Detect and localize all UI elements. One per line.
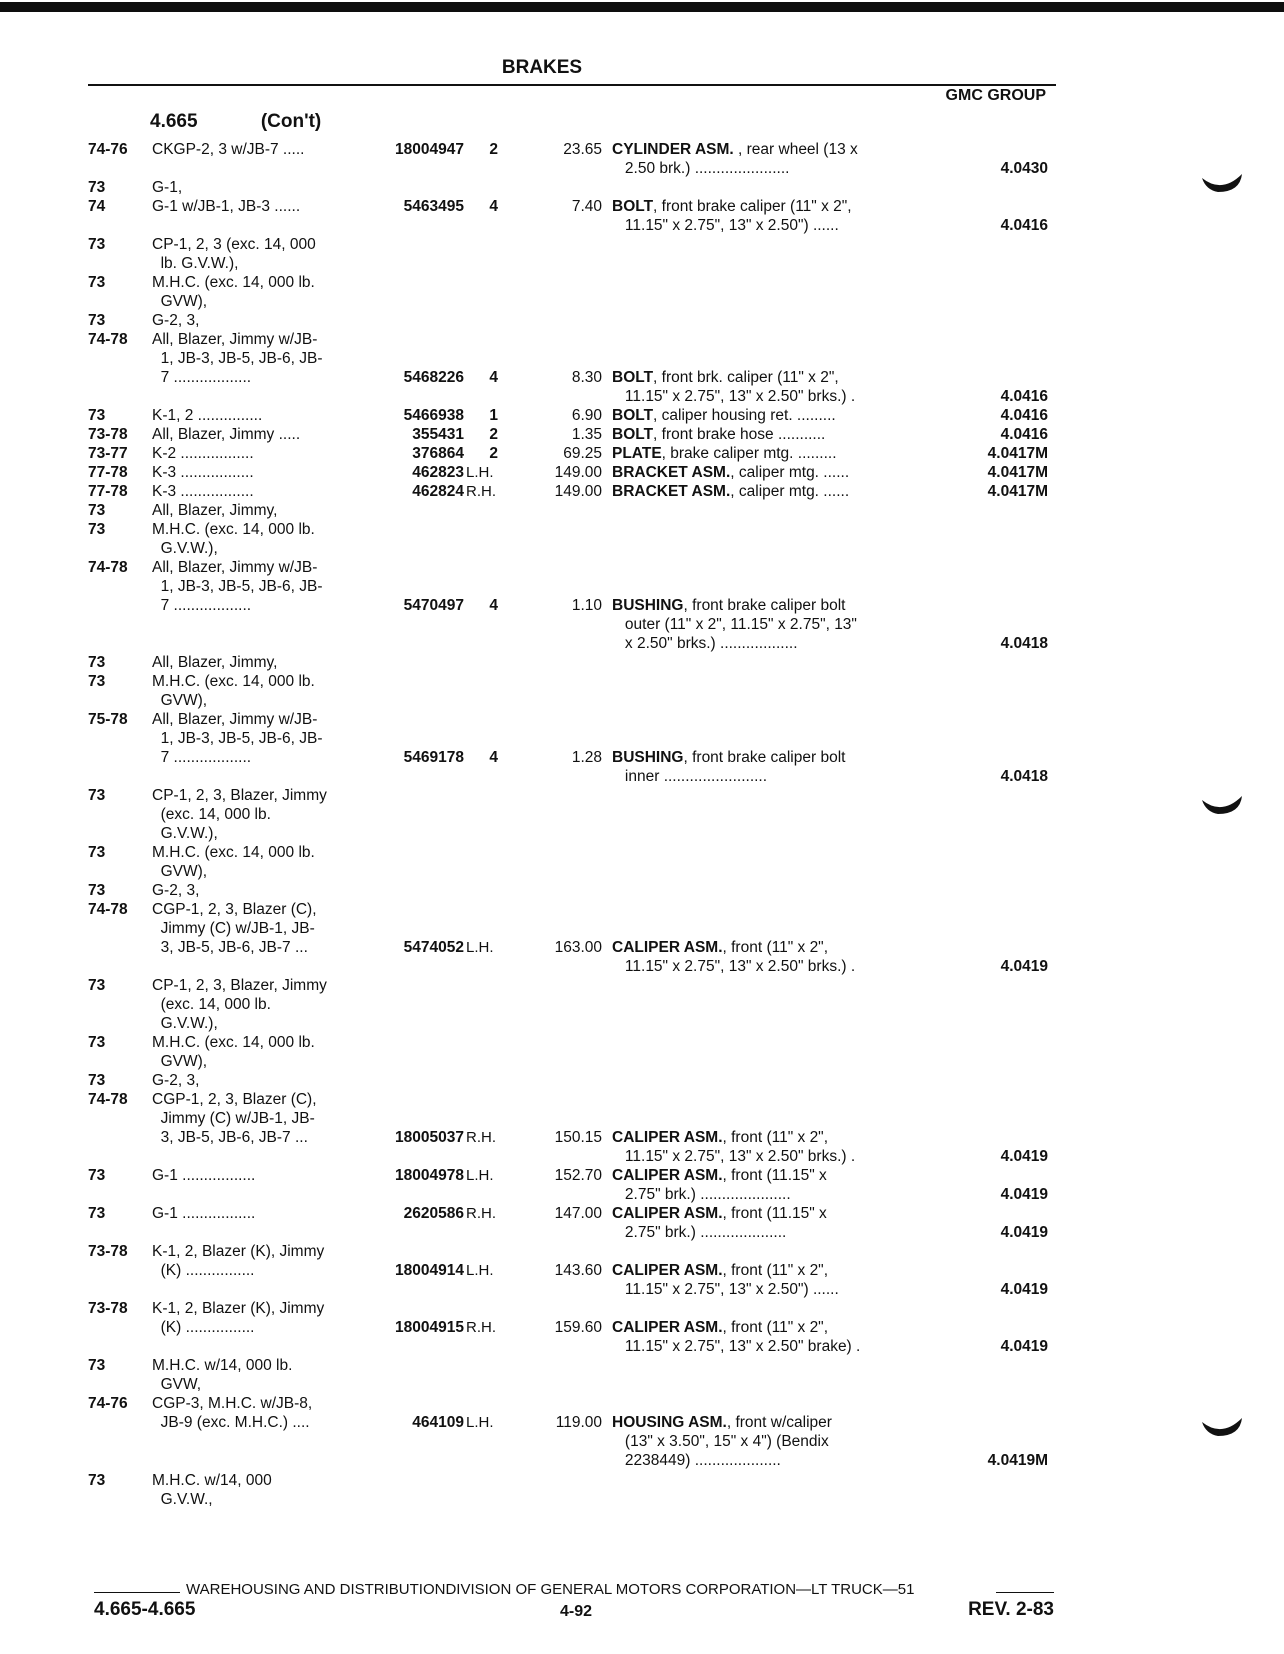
application-line: CP-1, 2, 3 (exc. 14, 000	[152, 236, 316, 253]
application-line: (exc. 14, 000 lb.	[152, 806, 271, 823]
application-line: GVW),	[152, 293, 208, 310]
section-heading	[150, 112, 321, 131]
quantity: 4	[489, 597, 498, 614]
model-year: 74-78	[88, 331, 128, 348]
part-number: 376864	[412, 445, 464, 462]
list-price: 150.15	[554, 1129, 602, 1146]
part-number: 18004947	[395, 141, 464, 158]
application-line: 1, JB-3, JB-5, JB-6, JB-	[152, 730, 323, 747]
application-line: G-2, 3,	[152, 312, 200, 329]
description-line: 11.15" x 2.75", 13" x 2.50" brks.) .	[612, 1148, 856, 1165]
model-year: 73-78	[88, 1300, 128, 1317]
quantity: 4	[489, 369, 498, 386]
application-line: M.H.C. w/14, 000	[152, 1472, 272, 1489]
application-line: 7 ..................	[152, 749, 252, 766]
part-number: 18004914	[395, 1262, 464, 1279]
application-line: Jimmy (C) w/JB-1, JB-	[152, 1110, 315, 1127]
application-line: Jimmy (C) w/JB-1, JB-	[152, 920, 315, 937]
model-year: 73	[88, 882, 106, 899]
quantity: 2	[489, 141, 498, 158]
description-line: BOLT, front brake caliper (11" x 2",	[612, 198, 852, 215]
description-line: BOLT, caliper housing ret. .........	[612, 407, 836, 424]
application-line: All, Blazer, Jimmy .....	[152, 426, 301, 443]
part-description	[612, 1318, 936, 1356]
application-text	[152, 786, 374, 843]
list-price: 6.90	[571, 407, 602, 424]
part-number: 18004915	[395, 1319, 464, 1336]
part-description	[612, 938, 936, 976]
model-year: 73	[88, 1205, 106, 1222]
description-line: inner ........................	[612, 768, 768, 785]
model-year: 73	[88, 1072, 106, 1089]
side-indicator: R.H.	[466, 1129, 496, 1146]
list-price: 159.60	[554, 1319, 602, 1336]
list-price: 143.60	[554, 1262, 602, 1279]
side-indicator: R.H.	[466, 483, 496, 500]
application-text	[152, 235, 374, 273]
application-line: All, Blazer, Jimmy,	[152, 654, 278, 671]
application-text	[152, 520, 374, 558]
application-line: K-3 .................	[152, 464, 254, 481]
application-line: GVW),	[152, 863, 208, 880]
application-line: (K) ................	[152, 1262, 255, 1279]
side-indicator: R.H.	[466, 1319, 496, 1336]
group-number: 4.0417M	[987, 445, 1048, 462]
model-year: 73	[88, 673, 106, 690]
description-line: 2.75" brk.) ....................	[612, 1224, 787, 1241]
application-line: M.H.C. (exc. 14, 000 lb.	[152, 274, 315, 291]
application-text	[152, 672, 374, 710]
part-description	[612, 1128, 936, 1166]
group-number: 4.0416	[1000, 426, 1048, 443]
model-year: 73	[88, 844, 106, 861]
part-number: 355431	[412, 426, 464, 443]
application-text	[152, 653, 374, 672]
application-text	[152, 1071, 374, 1090]
quantity: 2	[489, 445, 498, 462]
application-line: K-3 .................	[152, 483, 254, 500]
part-description	[612, 425, 936, 444]
description-line: 11.15" x 2.75", 13" x 2.50" brks.) .	[612, 958, 856, 975]
group-number: 4.0417M	[987, 483, 1048, 500]
application-text	[152, 178, 374, 197]
application-line: G-1 w/JB-1, JB-3 ......	[152, 198, 301, 215]
application-line: CP-1, 2, 3, Blazer, Jimmy	[152, 977, 327, 994]
model-year: 73	[88, 312, 106, 329]
application-line: K-1, 2 ...............	[152, 407, 263, 424]
footer-rule-left	[94, 1592, 180, 1593]
part-number: 5463495	[403, 198, 464, 215]
model-year: 73	[88, 977, 106, 994]
description-line: 2.50 brk.) ......................	[612, 160, 790, 177]
description-line: 11.15" x 2.75", 13" x 2.50") ......	[612, 1281, 839, 1298]
list-price: 1.35	[571, 426, 602, 443]
group-number: 4.0416	[1000, 407, 1048, 424]
application-line: All, Blazer, Jimmy,	[152, 502, 278, 519]
group-number: 4.0418	[1000, 768, 1048, 785]
model-year: 73	[88, 407, 106, 424]
description-line: BRACKET ASM., caliper mtg. ......	[612, 483, 850, 500]
part-description	[612, 482, 936, 501]
part-description	[612, 368, 936, 406]
application-line: GVW),	[152, 1053, 208, 1070]
application-line: 7 ..................	[152, 369, 252, 386]
application-text	[152, 1471, 374, 1509]
application-line: G-2, 3,	[152, 1072, 200, 1089]
list-price: 23.65	[563, 141, 602, 158]
part-description	[612, 748, 936, 786]
model-year: 73-78	[88, 426, 128, 443]
list-price: 8.30	[571, 369, 602, 386]
application-line: M.H.C. (exc. 14, 000 lb.	[152, 521, 315, 538]
list-price: 7.40	[571, 198, 602, 215]
application-text	[152, 843, 374, 881]
part-number: 5469178	[403, 749, 464, 766]
application-text	[152, 501, 374, 520]
application-line: GVW),	[152, 692, 208, 709]
part-number: 2620586	[403, 1205, 464, 1222]
description-line: CALIPER ASM., front (11" x 2",	[612, 1129, 828, 1146]
description-line: BOLT, front brake hose ...........	[612, 426, 826, 443]
group-number: 4.0417M	[987, 464, 1048, 481]
part-number: 18005037	[395, 1129, 464, 1146]
part-number: 5474052	[403, 939, 464, 956]
model-year: 73	[88, 654, 106, 671]
top-border-bar	[0, 2, 1284, 12]
application-line: CGP-3, M.H.C. w/JB-8,	[152, 1395, 313, 1412]
application-text	[152, 1356, 374, 1394]
part-number: 464109	[412, 1414, 464, 1431]
part-description	[612, 596, 936, 653]
application-line: CKGP-2, 3 w/JB-7 .....	[152, 141, 305, 158]
application-line: CGP-1, 2, 3, Blazer (C),	[152, 901, 317, 918]
part-description	[612, 1166, 936, 1204]
group-column-label: GMC GROUP	[945, 87, 1046, 104]
part-description	[612, 463, 936, 482]
quantity: 1	[489, 407, 498, 424]
application-line: 1, JB-3, JB-5, JB-6, JB-	[152, 578, 323, 595]
section-number: 4.665	[150, 111, 198, 132]
description-line: 11.15" x 2.75", 13" x 2.50" brks.) .	[612, 388, 856, 405]
part-number: 5470497	[403, 597, 464, 614]
description-line: BRACKET ASM., caliper mtg. ......	[612, 464, 850, 481]
group-number: 4.0419	[1000, 1281, 1048, 1298]
model-year: 73	[88, 1167, 106, 1184]
quantity: 4	[489, 749, 498, 766]
description-line: BOLT, front brk. caliper (11" x 2",	[612, 369, 839, 386]
model-year: 75-78	[88, 711, 128, 728]
description-line: BUSHING, front brake caliper bolt	[612, 749, 846, 766]
model-year: 73	[88, 521, 106, 538]
application-line: CP-1, 2, 3, Blazer, Jimmy	[152, 787, 327, 804]
application-line: M.H.C. w/14, 000 lb.	[152, 1357, 293, 1374]
model-year: 73	[88, 1034, 106, 1051]
group-number: 4.0416	[1000, 217, 1048, 234]
application-text	[152, 273, 374, 311]
application-line: G-2, 3,	[152, 882, 200, 899]
model-year: 73-78	[88, 1243, 128, 1260]
side-indicator: L.H.	[466, 1167, 494, 1184]
group-number: 4.0418	[1000, 635, 1048, 652]
application-line: (exc. 14, 000 lb.	[152, 996, 271, 1013]
part-description	[612, 1204, 936, 1242]
quantity: 4	[489, 198, 498, 215]
model-year: 74	[88, 198, 106, 215]
description-line: CALIPER ASM., front (11" x 2",	[612, 939, 828, 956]
application-line: 3, JB-5, JB-6, JB-7 ...	[152, 939, 308, 956]
description-line: outer (11" x 2", 11.15" x 2.75", 13"	[612, 616, 857, 633]
application-line: 3, JB-5, JB-6, JB-7 ...	[152, 1129, 308, 1146]
binding-hole-mark	[1200, 790, 1244, 818]
application-text	[152, 1033, 374, 1071]
description-line: PLATE, brake caliper mtg. .........	[612, 445, 837, 462]
group-number: 4.0419	[1000, 1148, 1048, 1165]
side-indicator: L.H.	[466, 1262, 494, 1279]
model-year: 73	[88, 787, 106, 804]
description-line: 11.15" x 2.75", 13" x 2.50") ......	[612, 217, 839, 234]
application-line: G.V.W.),	[152, 1015, 218, 1032]
model-year: 74-76	[88, 1395, 128, 1412]
model-year: 73	[88, 502, 106, 519]
description-line: BUSHING, front brake caliper bolt	[612, 597, 846, 614]
application-line: M.H.C. (exc. 14, 000 lb.	[152, 844, 315, 861]
part-number: 5468226	[403, 369, 464, 386]
model-year: 77-78	[88, 464, 128, 481]
model-year: 74-78	[88, 901, 128, 918]
description-line: CALIPER ASM., front (11" x 2",	[612, 1319, 828, 1336]
application-line: All, Blazer, Jimmy w/JB-	[152, 331, 318, 348]
application-line: 1, JB-3, JB-5, JB-6, JB-	[152, 350, 323, 367]
model-year: 73	[88, 274, 106, 291]
application-line: GVW,	[152, 1376, 202, 1393]
group-number: 4.0416	[1000, 388, 1048, 405]
list-price: 1.28	[571, 749, 602, 766]
application-text	[152, 311, 374, 330]
list-price: 149.00	[554, 464, 602, 481]
header-rule	[88, 84, 1056, 86]
part-number: 462823	[412, 464, 464, 481]
part-number: 18004978	[395, 1167, 464, 1184]
model-year: 73	[88, 1472, 106, 1489]
group-number: 4.0419M	[987, 1452, 1048, 1469]
footer-publisher: WAREHOUSING AND DISTRIBUTIONDIVISION OF GENERAL MOTORS CORPORATION—LT TRUCK—51	[186, 1581, 915, 1598]
description-line: x 2.50" brks.) ..................	[612, 635, 798, 652]
part-number: 5466938	[403, 407, 464, 424]
list-price: 1.10	[571, 597, 602, 614]
description-line: CALIPER ASM., front (11" x 2",	[612, 1262, 828, 1279]
application-line: M.H.C. (exc. 14, 000 lb.	[152, 1034, 315, 1051]
list-price: 147.00	[554, 1205, 602, 1222]
revision-label: REV. 2-83	[968, 1599, 1054, 1620]
application-line: All, Blazer, Jimmy w/JB-	[152, 711, 318, 728]
application-line: All, Blazer, Jimmy w/JB-	[152, 559, 318, 576]
application-line: G.V.W.),	[152, 540, 218, 557]
group-number: 4.0419	[1000, 1224, 1048, 1241]
application-line: lb. G.V.W.),	[152, 255, 239, 272]
model-year: 74-78	[88, 559, 128, 576]
list-price: 152.70	[554, 1167, 602, 1184]
list-price: 149.00	[554, 483, 602, 500]
application-line: K-1, 2, Blazer (K), Jimmy	[152, 1243, 325, 1260]
application-line: G.V.W.,	[152, 1491, 213, 1508]
model-year: 73-77	[88, 445, 128, 462]
part-description	[612, 1261, 936, 1299]
page-title: BRAKES	[501, 57, 583, 78]
group-number: 4.0419	[1000, 958, 1048, 975]
application-line: JB-9 (exc. M.H.C.) ....	[152, 1414, 310, 1431]
list-price: 69.25	[563, 445, 602, 462]
part-number: 462824	[412, 483, 464, 500]
part-description	[612, 140, 936, 178]
application-line: G-1,	[152, 179, 183, 196]
description-line: 2.75" brk.) .....................	[612, 1186, 791, 1203]
side-indicator: R.H.	[466, 1205, 496, 1222]
application-line: M.H.C. (exc. 14, 000 lb.	[152, 673, 315, 690]
description-line: 11.15" x 2.75", 13" x 2.50" brake) .	[612, 1338, 861, 1355]
application-line: K-2 .................	[152, 445, 254, 462]
binding-hole-mark	[1200, 1412, 1244, 1440]
model-year: 77-78	[88, 483, 128, 500]
side-indicator: L.H.	[466, 1414, 494, 1431]
application-line: 7 ..................	[152, 597, 252, 614]
part-description	[612, 1413, 936, 1470]
description-line: CYLINDER ASM. , rear wheel (13 x	[612, 141, 858, 158]
model-year: 74-76	[88, 141, 128, 158]
list-price: 119.00	[555, 1414, 602, 1431]
application-text	[152, 976, 374, 1033]
application-line: (K) ................	[152, 1319, 255, 1336]
quantity: 2	[489, 426, 498, 443]
description-line: CALIPER ASM., front (11.15" x	[612, 1205, 827, 1222]
description-line: 2238449) ....................	[612, 1452, 781, 1469]
application-text	[152, 881, 374, 900]
part-description	[612, 197, 936, 235]
application-line: G-1 .................	[152, 1205, 256, 1222]
model-year: 73	[88, 236, 106, 253]
model-year: 73	[88, 1357, 106, 1374]
application-line: G.V.W.),	[152, 825, 218, 842]
application-line: G-1 .................	[152, 1167, 256, 1184]
page-number: 4-92	[560, 1603, 593, 1620]
footer-rule-right	[996, 1592, 1054, 1593]
application-line: CGP-1, 2, 3, Blazer (C),	[152, 1091, 317, 1108]
list-price: 163.00	[554, 939, 602, 956]
model-year: 73	[88, 179, 106, 196]
group-number: 4.0430	[1000, 160, 1048, 177]
description-line: CALIPER ASM., front (11.15" x	[612, 1167, 827, 1184]
part-description	[612, 406, 936, 425]
section-continued-label: (Con't)	[260, 111, 322, 132]
description-line: HOUSING ASM., front w/caliper	[612, 1414, 832, 1431]
footer-section-range: 4.665-4.665	[94, 1599, 196, 1620]
application-line: K-1, 2, Blazer (K), Jimmy	[152, 1300, 325, 1317]
side-indicator: L.H.	[466, 939, 494, 956]
group-number: 4.0419	[1000, 1338, 1048, 1355]
description-line: (13" x 3.50", 15" x 4") (Bendix	[612, 1433, 829, 1450]
model-year: 74-78	[88, 1091, 128, 1108]
side-indicator: L.H.	[466, 464, 494, 481]
binding-hole-mark	[1200, 168, 1244, 196]
group-number: 4.0419	[1000, 1186, 1048, 1203]
part-description	[612, 444, 936, 463]
